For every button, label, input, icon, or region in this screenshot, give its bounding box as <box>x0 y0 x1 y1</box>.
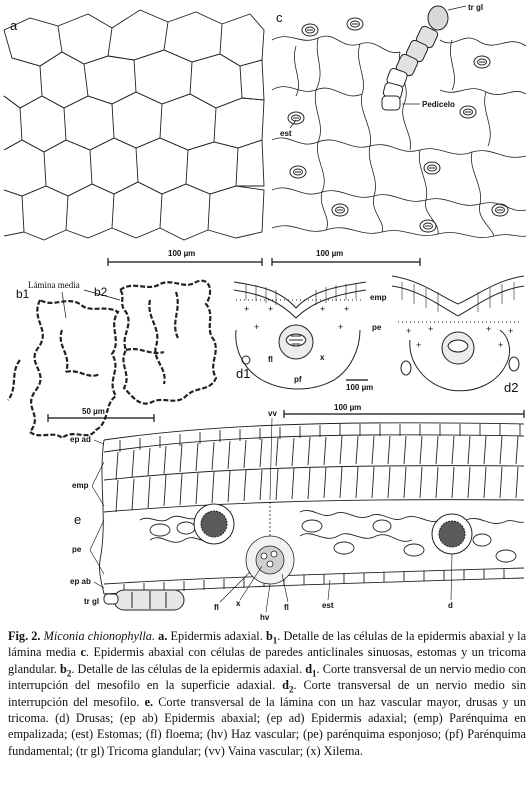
svg-text:+: + <box>268 304 274 314</box>
panel-e-vascular-bundle <box>246 500 294 584</box>
label-ep-ab: ep ab <box>70 577 91 586</box>
panel-b-cells <box>8 281 216 438</box>
svg-text:+: + <box>254 322 260 332</box>
caption-d2-label: $d_2$ <box>282 678 294 695</box>
label-d-e: d <box>448 601 453 610</box>
svg-text:+: + <box>244 304 250 314</box>
svg-text:+: + <box>486 324 492 334</box>
svg-text:+: + <box>338 322 344 332</box>
svg-text:+: + <box>508 326 514 336</box>
panel-a-label: a <box>10 18 18 33</box>
caption-e-label: e. <box>144 694 154 709</box>
label-ep-ad: ep ad <box>70 435 91 444</box>
svg-text:+: + <box>406 326 412 336</box>
label-pe-e: pe <box>72 545 82 554</box>
label-tr-gl-c: tr gl <box>468 3 484 12</box>
panel-d2-label: d2 <box>504 380 519 395</box>
caption-species: Miconia chionophylla. <box>43 629 156 643</box>
label-x-d: x <box>320 353 325 362</box>
panel-e-druses <box>194 504 472 554</box>
scale-e-label: 100 µm <box>334 403 362 412</box>
caption-c-text: . Epidermis abaxial con células de paredes anticlinales sinuosas, estomas y un tricoma glandular. <box>8 645 527 676</box>
svg-text:+: + <box>344 304 350 314</box>
panel-e-label: e <box>74 512 82 527</box>
label-pf-d: pf <box>294 375 302 384</box>
caption-c-label: c <box>80 645 86 660</box>
svg-text:+: + <box>428 324 434 334</box>
scale-bar-ac <box>108 258 420 266</box>
label-tr-gl-e: tr gl <box>84 597 100 606</box>
scale-b-label: 50 µm <box>82 407 105 416</box>
caption-d1-text: . Corte transversal de un nervio medio con interrupción del mesofilo en la superficie adaxial. <box>8 661 527 693</box>
panel-e-section <box>99 423 524 594</box>
caption-a-label: a. <box>158 629 168 643</box>
panel-a-cells <box>4 10 264 240</box>
scale-bar-e <box>284 410 524 418</box>
label-vv: vv <box>268 409 277 418</box>
panel-b1-label: b1 <box>16 287 30 301</box>
panel-d1-midrib <box>234 282 366 389</box>
scale-c-label: 100 µm <box>316 249 344 258</box>
label-est-c: est <box>280 129 292 138</box>
caption-b2-label: $b_2$ <box>60 661 72 679</box>
panel-d2-midrib <box>392 276 524 391</box>
panel-b2-label: b2 <box>94 285 108 299</box>
caption-b1-label: $b_1$ <box>265 629 278 646</box>
svg-text:+: + <box>416 340 422 350</box>
label-emp-d: emp <box>370 293 387 302</box>
figure-caption <box>8 628 526 759</box>
scale-d-label: 100 µm <box>346 383 374 392</box>
caption-e-text: Corte transversal de la lámina con un haz vascular mayor, drusas y un tricoma. (d) Drusas; (ep ab) Epidermis abaxial; (ep ad) Epidermis adaxial; (emp) Parénquima en empalizada; (est) Estomas; (fl) floema; (hv) Haz vascular; (pe) parénquima esponjoso; (pf) Parénquima fundamental; (tr gl) Tricoma glandular; (vv) Vaina vascular; (x) Xilema. <box>8 694 526 758</box>
caption-a-text: Epidermis adaxial. <box>170 629 263 643</box>
svg-text:+: + <box>498 340 504 350</box>
label-lamina-media: Lámina media <box>28 280 80 290</box>
label-hv: hv <box>260 613 270 622</box>
label-pe-d: pe <box>372 323 382 332</box>
svg-text:+: + <box>320 304 326 314</box>
caption-d1-label: $d_1$ <box>305 661 317 679</box>
label-est-e: est <box>322 601 334 610</box>
caption-b2-text: . Detalle de las células de la epidermis adaxial. <box>71 661 303 676</box>
panel-c-trichome <box>290 6 466 128</box>
label-x-e: x <box>236 599 241 608</box>
panel-c-label: c <box>276 10 283 25</box>
caption-d2-text: . Corte transversal de un nervio medio sin interrupción del mesofilo. <box>8 678 526 709</box>
caption-b1-text: . Detalle de las células de la epidermis abaxial y la lámina media <box>8 629 527 660</box>
label-pedicelo: Pedicelo <box>422 100 455 109</box>
scale-ac-label: 100 µm <box>168 249 196 258</box>
caption-fig-label: Fig. 2. <box>8 629 41 643</box>
label-fl-e1: fl <box>214 603 219 612</box>
label-emp-e: emp <box>72 481 89 490</box>
panel-d1-label: d1 <box>236 366 251 381</box>
label-fl-e2: fl <box>284 603 289 612</box>
label-fl-d: fl <box>268 355 273 364</box>
